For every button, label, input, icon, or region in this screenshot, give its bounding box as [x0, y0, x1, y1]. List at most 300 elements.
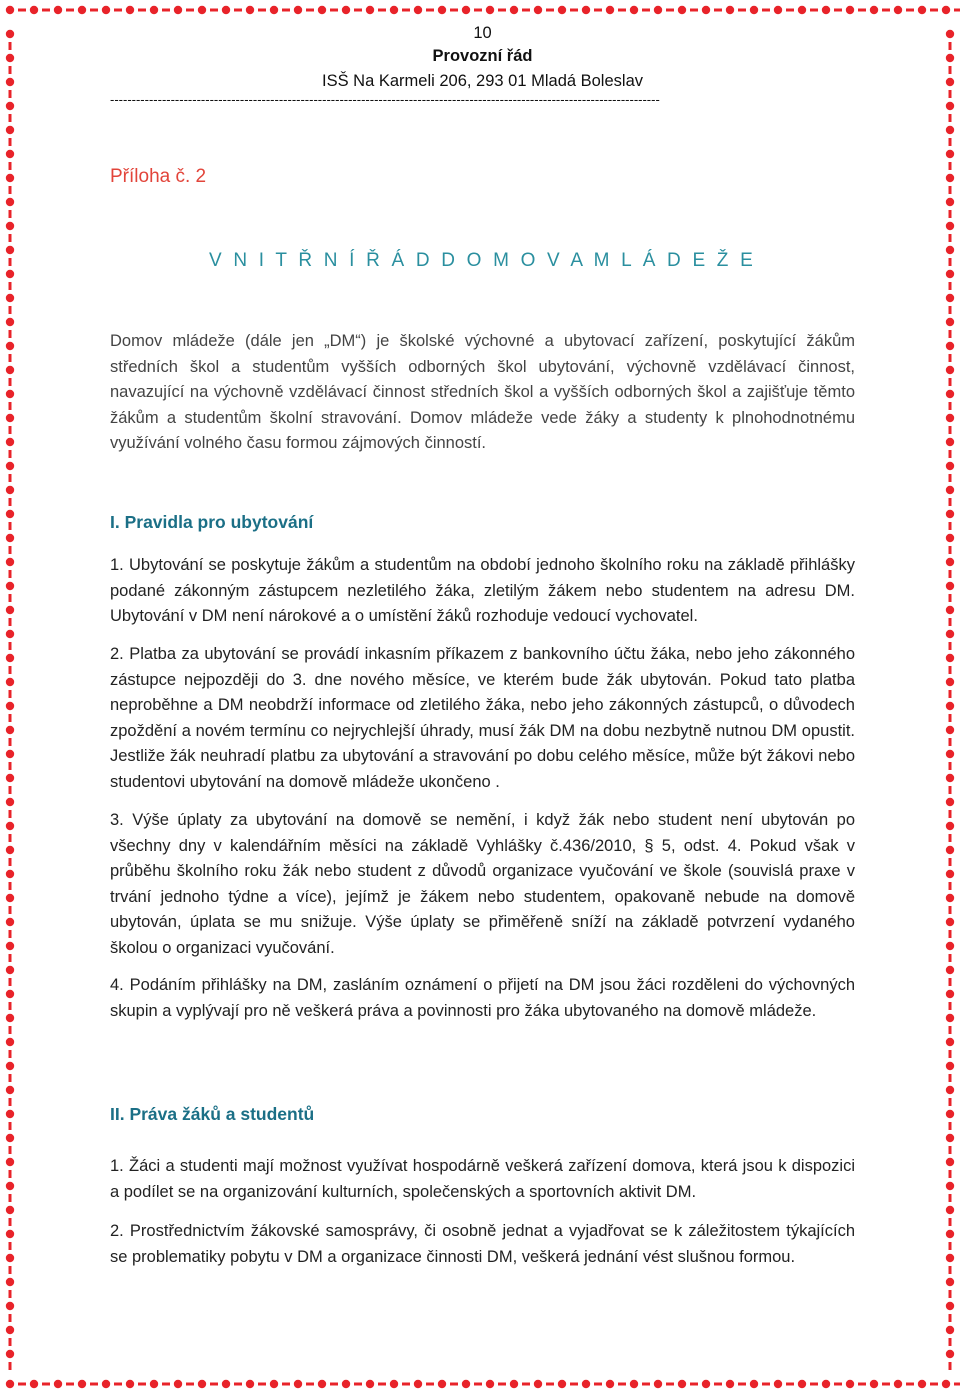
border-dot — [946, 558, 954, 566]
border-dot — [102, 1380, 110, 1388]
border-dash — [949, 114, 952, 122]
border-dash — [949, 738, 952, 746]
border-dash — [138, 9, 146, 12]
border-dash — [949, 1050, 952, 1058]
border-dash — [42, 9, 50, 12]
border-dot — [6, 414, 14, 422]
border-dot — [414, 1380, 422, 1388]
border-dash — [498, 9, 506, 12]
border-dash — [9, 258, 12, 266]
border-dash — [949, 1362, 952, 1370]
border-dot — [946, 438, 954, 446]
border-dot — [946, 606, 954, 614]
border-dash — [9, 66, 12, 74]
border-dot — [946, 1350, 954, 1358]
border-dash — [949, 546, 952, 554]
border-dash — [949, 330, 952, 338]
document-title: V N I T Ř N Í Ř Á D D O M O V A M L Á D E Ž E — [209, 250, 756, 271]
border-dash — [949, 930, 952, 938]
border-dash — [949, 42, 952, 50]
border-dot — [6, 774, 14, 782]
border-dot — [6, 966, 14, 974]
border-dot — [390, 6, 398, 14]
border-dot — [946, 798, 954, 806]
border-dot — [946, 1302, 954, 1310]
border-dash — [949, 594, 952, 602]
border-dot — [946, 486, 954, 494]
border-dot — [6, 102, 14, 110]
border-dash — [474, 1383, 482, 1386]
border-dash — [786, 1383, 794, 1386]
border-dot — [946, 918, 954, 926]
border-dash — [642, 9, 650, 12]
border-dash — [522, 9, 530, 12]
border-dot — [6, 846, 14, 854]
border-dash — [90, 9, 98, 12]
border-dash — [330, 9, 338, 12]
border-dash — [594, 1383, 602, 1386]
border-dot — [654, 6, 662, 14]
border-dot — [6, 1350, 14, 1358]
border-dot — [946, 750, 954, 758]
border-dot — [702, 6, 710, 14]
rule-paragraph: 1. Ubytování se poskytuje žákům a studentům na období jednoho školního roku na základě přihlášky podané zákonným zástupcem nezletilého žáka, zletilým žákem nebo studentem na adresu DM. Ubytování v DM není nárokové a o umístění žáků rozhoduje vedoucí vychovatel. — [110, 556, 855, 625]
border-dot — [946, 1062, 954, 1070]
border-dot — [870, 1380, 878, 1388]
border-dash — [949, 786, 952, 794]
border-dot — [894, 6, 902, 14]
border-dash — [949, 282, 952, 290]
border-dot — [606, 1380, 614, 1388]
border-dot — [6, 342, 14, 350]
border-dot — [918, 1380, 926, 1388]
border-dash — [949, 690, 952, 698]
border-dot — [946, 246, 954, 254]
border-dot — [6, 750, 14, 758]
border-dash — [949, 1194, 952, 1202]
border-dot — [6, 174, 14, 182]
border-dot — [78, 6, 86, 14]
border-dash — [618, 9, 626, 12]
border-dot — [6, 126, 14, 134]
border-dot — [6, 1380, 14, 1388]
border-dot — [534, 6, 542, 14]
section-heading-block — [110, 512, 855, 533]
border-dash — [949, 714, 952, 722]
border-dash — [906, 1383, 914, 1386]
border-dash — [9, 882, 12, 890]
border-dot — [6, 1254, 14, 1262]
border-dash — [949, 666, 952, 674]
border-dash — [949, 1074, 952, 1082]
border-dash — [810, 1383, 818, 1386]
border-dash — [949, 1146, 952, 1154]
border-dot — [222, 1380, 230, 1388]
border-dot — [846, 1380, 854, 1388]
border-dash — [9, 378, 12, 386]
border-dot — [846, 6, 854, 14]
border-dash — [762, 1383, 770, 1386]
border-dash — [9, 1194, 12, 1202]
border-dot — [946, 1038, 954, 1046]
border-dash — [9, 762, 12, 770]
border-dash — [949, 138, 952, 146]
border-dash — [9, 786, 12, 794]
border-dash — [949, 306, 952, 314]
border-dot — [174, 1380, 182, 1388]
border-dot — [246, 6, 254, 14]
border-dot — [6, 510, 14, 518]
border-dash — [258, 9, 266, 12]
border-dash — [18, 1383, 26, 1386]
border-dot — [630, 6, 638, 14]
border-dot — [6, 270, 14, 278]
border-dot — [6, 318, 14, 326]
border-dot — [6, 1302, 14, 1310]
rights-paragraph-block — [110, 1219, 855, 1270]
border-dash — [210, 9, 218, 12]
border-dot — [6, 246, 14, 254]
border-dot — [6, 918, 14, 926]
border-dash — [9, 738, 12, 746]
section-heading-student-rights: II. Práva žáků a studentů — [110, 1104, 315, 1124]
border-dot — [486, 6, 494, 14]
border-dot — [6, 1326, 14, 1334]
border-dash — [9, 354, 12, 362]
header-title: Provozní řád — [432, 47, 533, 65]
border-dash — [9, 234, 12, 242]
border-dot — [6, 30, 14, 38]
border-dash — [949, 402, 952, 410]
border-dot — [486, 1380, 494, 1388]
border-dot — [6, 1206, 14, 1214]
border-dot — [126, 1380, 134, 1388]
border-dash — [9, 1122, 12, 1130]
border-dot — [946, 1326, 954, 1334]
border-dot — [946, 1134, 954, 1142]
border-dash — [9, 114, 12, 122]
border-dot — [6, 894, 14, 902]
border-dot — [946, 390, 954, 398]
border-dot — [6, 1038, 14, 1046]
rule-paragraph: 2. Platba za ubytování se provádí inkasním příkazem z bankovního účtu žáka, nebo jeho zákonného zástupce nejpozději do 3. dne nového měsíce, ve kterém bude žák ubytován. Pokud tato platba neproběhne a DM neobdrží informace od zletilého žáka, nebo jeho zákonných zástupců, o důvodech zpoždění a novém termínu co nejrychlejší úhrady, musí žák DM na dobu nezbytně nutnou DM opustit. Jestliže žák neuhradí platbu za ubytování a stravování po dobu celého měsíce, může být žákovi nebo studentovi ubytování na domově mládeže ukončeno . — [110, 645, 855, 791]
border-dot — [6, 366, 14, 374]
border-dash — [9, 1146, 12, 1154]
border-dot — [946, 174, 954, 182]
border-dot — [6, 1230, 14, 1238]
border-dash — [9, 1026, 12, 1034]
border-dot — [774, 1380, 782, 1388]
border-dash — [162, 9, 170, 12]
border-dash — [9, 450, 12, 458]
border-dot — [318, 1380, 326, 1388]
border-dash — [906, 9, 914, 12]
border-dash — [949, 882, 952, 890]
border-dot — [6, 654, 14, 662]
border-dot — [6, 294, 14, 302]
border-dash — [570, 1383, 578, 1386]
border-dash — [949, 1314, 952, 1322]
border-dot — [946, 54, 954, 62]
border-dash — [949, 762, 952, 770]
border-dot — [6, 6, 14, 14]
border-dot — [6, 558, 14, 566]
border-dot — [946, 702, 954, 710]
border-dot — [582, 6, 590, 14]
border-dot — [606, 6, 614, 14]
border-dash — [738, 1383, 746, 1386]
border-dot — [946, 1230, 954, 1238]
border-dash — [949, 258, 952, 266]
border-dash — [402, 1383, 410, 1386]
border-dash — [949, 618, 952, 626]
border-dash — [9, 1266, 12, 1274]
border-dot — [946, 294, 954, 302]
border-dash — [949, 810, 952, 818]
border-dash — [18, 9, 26, 12]
border-dash — [330, 1383, 338, 1386]
border-dash — [114, 9, 122, 12]
border-dot — [6, 390, 14, 398]
border-dash — [786, 9, 794, 12]
border-dot — [294, 1380, 302, 1388]
border-dash — [186, 9, 194, 12]
border-dot — [510, 1380, 518, 1388]
border-dot — [150, 1380, 158, 1388]
border-dot — [946, 654, 954, 662]
border-dash — [162, 1383, 170, 1386]
border-dot — [6, 438, 14, 446]
border-dash — [642, 1383, 650, 1386]
border-dash — [594, 9, 602, 12]
border-dot — [946, 774, 954, 782]
border-dot — [6, 942, 14, 950]
border-dot — [946, 1206, 954, 1214]
border-dot — [78, 1380, 86, 1388]
annex-label: Příloha č. 2 — [110, 166, 207, 187]
border-dash — [949, 210, 952, 218]
border-dot — [946, 510, 954, 518]
border-dash — [9, 1362, 12, 1370]
border-dot — [270, 1380, 278, 1388]
border-dash — [9, 498, 12, 506]
border-dash — [9, 1314, 12, 1322]
border-dot — [678, 6, 686, 14]
border-dot — [270, 6, 278, 14]
border-dot — [6, 54, 14, 62]
border-dot — [894, 1380, 902, 1388]
border-dot — [54, 6, 62, 14]
rights-paragraph: 1. Žáci a studenti mají možnost využívat hospodárně veškerá zařízení domova, která jsou k dispozici a podílet se na organizování kulturních, společenských a sportovních aktivit DM. — [110, 1157, 855, 1201]
border-dash — [66, 1383, 74, 1386]
header-divider: ------------------------------------------------------------------------------------------------------------------------------- — [110, 92, 660, 107]
border-dot — [6, 822, 14, 830]
border-dot — [798, 1380, 806, 1388]
border-dash — [9, 810, 12, 818]
border-dash — [949, 234, 952, 242]
rule-paragraph: 3. Výše úplaty za ubytování na domově se nemění, i když žák nebo student není ubytován po všechny dny v kalendářním měsíci na základě Vyhlášky č.436/2010, § 5, odst. 4. Pokud však v průběhu školního roku žák nebo student z důvodů organizace vyučování ve škole (souvislá praxe v trvání jednoho týdne a více), jejímž je žákem nebo studentem, opakovaně nebude na domově ubytován, úplata se mu snižuje. Výše úplaty se přiměřeně sníží na základě potvrzení vydaného školou o organizaci vyučování. — [110, 811, 855, 957]
border-dot — [6, 1134, 14, 1142]
border-dot — [342, 6, 350, 14]
border-dash — [834, 1383, 842, 1386]
border-dash — [949, 858, 952, 866]
border-dash — [930, 1383, 938, 1386]
border-dash — [210, 1383, 218, 1386]
border-dash — [949, 450, 952, 458]
border-dash — [949, 1266, 952, 1274]
border-dot — [946, 1158, 954, 1166]
border-dash — [949, 1218, 952, 1226]
border-dash — [949, 1002, 952, 1010]
border-dot — [702, 1380, 710, 1388]
rights-paragraph: 2. Prostřednictvím žákovské samosprávy, či osobně jednat a vyjadřovat se k záležitostem týkajících se problematiky pobytu v DM a organizace činnosti DM, veškerá jednání vést slušnou formou. — [110, 1222, 855, 1266]
border-dot — [726, 1380, 734, 1388]
border-dot — [946, 30, 954, 38]
border-dash — [882, 1383, 890, 1386]
border-dot — [942, 1380, 950, 1388]
border-dash — [306, 9, 314, 12]
border-dot — [6, 486, 14, 494]
border-dot — [318, 6, 326, 14]
border-dash — [9, 690, 12, 698]
border-dash — [9, 834, 12, 842]
border-dash — [450, 9, 458, 12]
border-dash — [858, 1383, 866, 1386]
border-dot — [126, 6, 134, 14]
border-dash — [949, 66, 952, 74]
border-dot — [750, 1380, 758, 1388]
border-dot — [414, 6, 422, 14]
border-dash — [949, 1170, 952, 1178]
border-dot — [946, 342, 954, 350]
border-dot — [798, 6, 806, 14]
border-dot — [366, 1380, 374, 1388]
border-dot — [582, 1380, 590, 1388]
rule-paragraph-block — [110, 808, 855, 961]
border-dot — [102, 6, 110, 14]
border-dot — [6, 990, 14, 998]
border-dot — [6, 150, 14, 158]
border-dot — [558, 1380, 566, 1388]
border-dot — [946, 990, 954, 998]
border-dot — [946, 1014, 954, 1022]
border-dot — [438, 1380, 446, 1388]
border-dot — [946, 198, 954, 206]
border-dot — [246, 1380, 254, 1388]
rule-paragraph-block — [110, 973, 855, 1024]
border-dash — [258, 1383, 266, 1386]
border-dot — [822, 6, 830, 14]
header-address: ISŠ Na Karmeli 206, 293 01 Mladá Boleslav — [321, 72, 643, 90]
border-dot — [6, 582, 14, 590]
border-dash — [234, 1383, 242, 1386]
border-dash — [666, 1383, 674, 1386]
border-dot — [946, 1254, 954, 1262]
border-dash — [690, 1383, 698, 1386]
rule-paragraph-block — [110, 642, 855, 795]
border-dash — [378, 1383, 386, 1386]
border-dash — [949, 1338, 952, 1346]
border-dot — [654, 1380, 662, 1388]
border-dot — [774, 6, 782, 14]
border-dash — [949, 834, 952, 842]
border-dash — [9, 570, 12, 578]
border-dash — [690, 9, 698, 12]
border-dot — [6, 1278, 14, 1286]
border-dash — [949, 498, 952, 506]
border-dash — [9, 1098, 12, 1106]
border-dash — [9, 90, 12, 98]
border-dot — [6, 78, 14, 86]
border-dash — [354, 1383, 362, 1386]
border-dot — [558, 6, 566, 14]
border-dot — [630, 1380, 638, 1388]
border-dash — [954, 9, 960, 12]
border-dash — [354, 9, 362, 12]
border-dot — [918, 6, 926, 14]
border-dash — [474, 9, 482, 12]
border-dot — [150, 6, 158, 14]
border-dash — [570, 9, 578, 12]
border-dash — [234, 9, 242, 12]
border-dash — [949, 642, 952, 650]
border-dash — [9, 714, 12, 722]
border-dash — [9, 666, 12, 674]
border-dash — [9, 1074, 12, 1082]
border-dash — [426, 9, 434, 12]
border-dot — [54, 1380, 62, 1388]
border-dash — [949, 1098, 952, 1106]
border-dash — [9, 1218, 12, 1226]
border-dot — [946, 318, 954, 326]
border-dot — [462, 6, 470, 14]
section-heading-accommodation-rules: I. Pravidla pro ubytování — [110, 512, 314, 532]
border-dot — [946, 78, 954, 86]
border-dash — [949, 186, 952, 194]
border-dot — [942, 6, 950, 14]
border-dash — [666, 9, 674, 12]
border-dot — [678, 1380, 686, 1388]
border-dash — [9, 186, 12, 194]
border-dash — [9, 210, 12, 218]
border-dot — [366, 6, 374, 14]
border-dot — [946, 582, 954, 590]
border-dash — [9, 1338, 12, 1346]
border-dot — [6, 678, 14, 686]
border-dash — [114, 1383, 122, 1386]
border-dot — [6, 1110, 14, 1118]
border-dash — [9, 1170, 12, 1178]
border-dash — [949, 978, 952, 986]
border-dash — [714, 1383, 722, 1386]
border-dot — [30, 1380, 38, 1388]
border-dot — [946, 270, 954, 278]
border-dash — [949, 1026, 952, 1034]
border-dash — [9, 1002, 12, 1010]
rule-paragraph-block — [110, 553, 855, 630]
border-dot — [946, 1110, 954, 1118]
border-dash — [450, 1383, 458, 1386]
border-dot — [390, 1380, 398, 1388]
border-dot — [6, 798, 14, 806]
border-dash — [9, 42, 12, 50]
border-dot — [222, 6, 230, 14]
border-dash — [834, 9, 842, 12]
border-dot — [438, 6, 446, 14]
border-dot — [6, 222, 14, 230]
border-dash — [546, 1383, 554, 1386]
border-dot — [946, 414, 954, 422]
